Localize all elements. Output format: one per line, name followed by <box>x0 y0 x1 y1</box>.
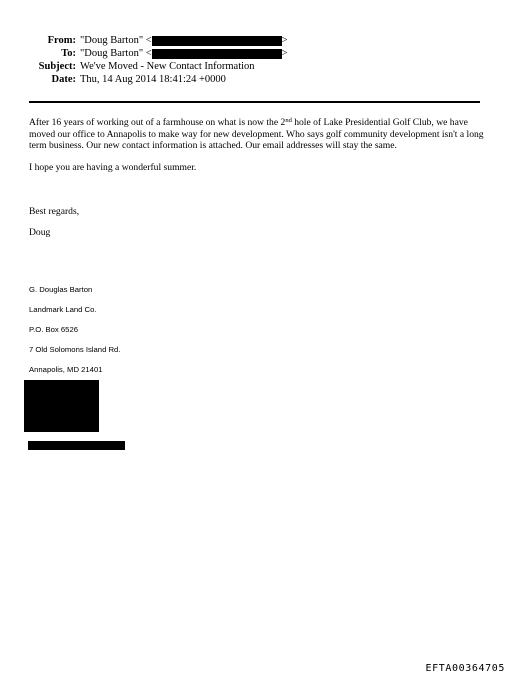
signature-company: Landmark Land Co. <box>29 305 97 314</box>
redacted-email <box>152 36 282 46</box>
subject-value: We've Moved - New Contact Information <box>80 61 255 72</box>
subject-label: Subject: <box>38 61 76 72</box>
closing: Best regards, <box>29 206 80 217</box>
redacted-image <box>24 380 99 432</box>
signature-po-box: P.O. Box 6526 <box>29 325 79 334</box>
date-value: Thu, 14 Aug 2014 18:41:24 +0000 <box>80 74 226 85</box>
signature-city: Annapolis, MD 21401 <box>29 365 103 374</box>
redacted-email <box>152 49 282 59</box>
date-label: Date: <box>51 74 76 85</box>
to-bracket: > <box>281 48 288 59</box>
header-divider <box>29 101 480 103</box>
redacted-line <box>28 441 125 450</box>
to-recipient: "Doug Barton" < <box>80 48 152 59</box>
from-value <box>80 34 288 47</box>
from-sender: "Doug Barton" < <box>80 35 152 46</box>
from-label: From: <box>47 35 76 46</box>
document-id: EFTA00364705 <box>425 663 505 674</box>
sender-name: Doug <box>29 227 51 238</box>
to-value <box>80 47 288 60</box>
signature-name: G. Douglas Barton <box>29 285 93 294</box>
to-label: To: <box>61 48 76 59</box>
from-bracket: > <box>281 35 288 46</box>
body-paragraph-2: I hope you are having a wonderful summer. <box>29 162 197 173</box>
body-paragraph-1: After 16 years of working out of a farmhouse on what is now the 2nd hole of Lake Presidential Golf Club, we have moved our office to Annapolis to make way for new development. Who says golf community development isn't a long term business. Our new contact information is attached. Our email addresses will stay the same. <box>29 117 484 151</box>
signature-street: 7 Old Solomons Island Rd. <box>29 345 121 354</box>
